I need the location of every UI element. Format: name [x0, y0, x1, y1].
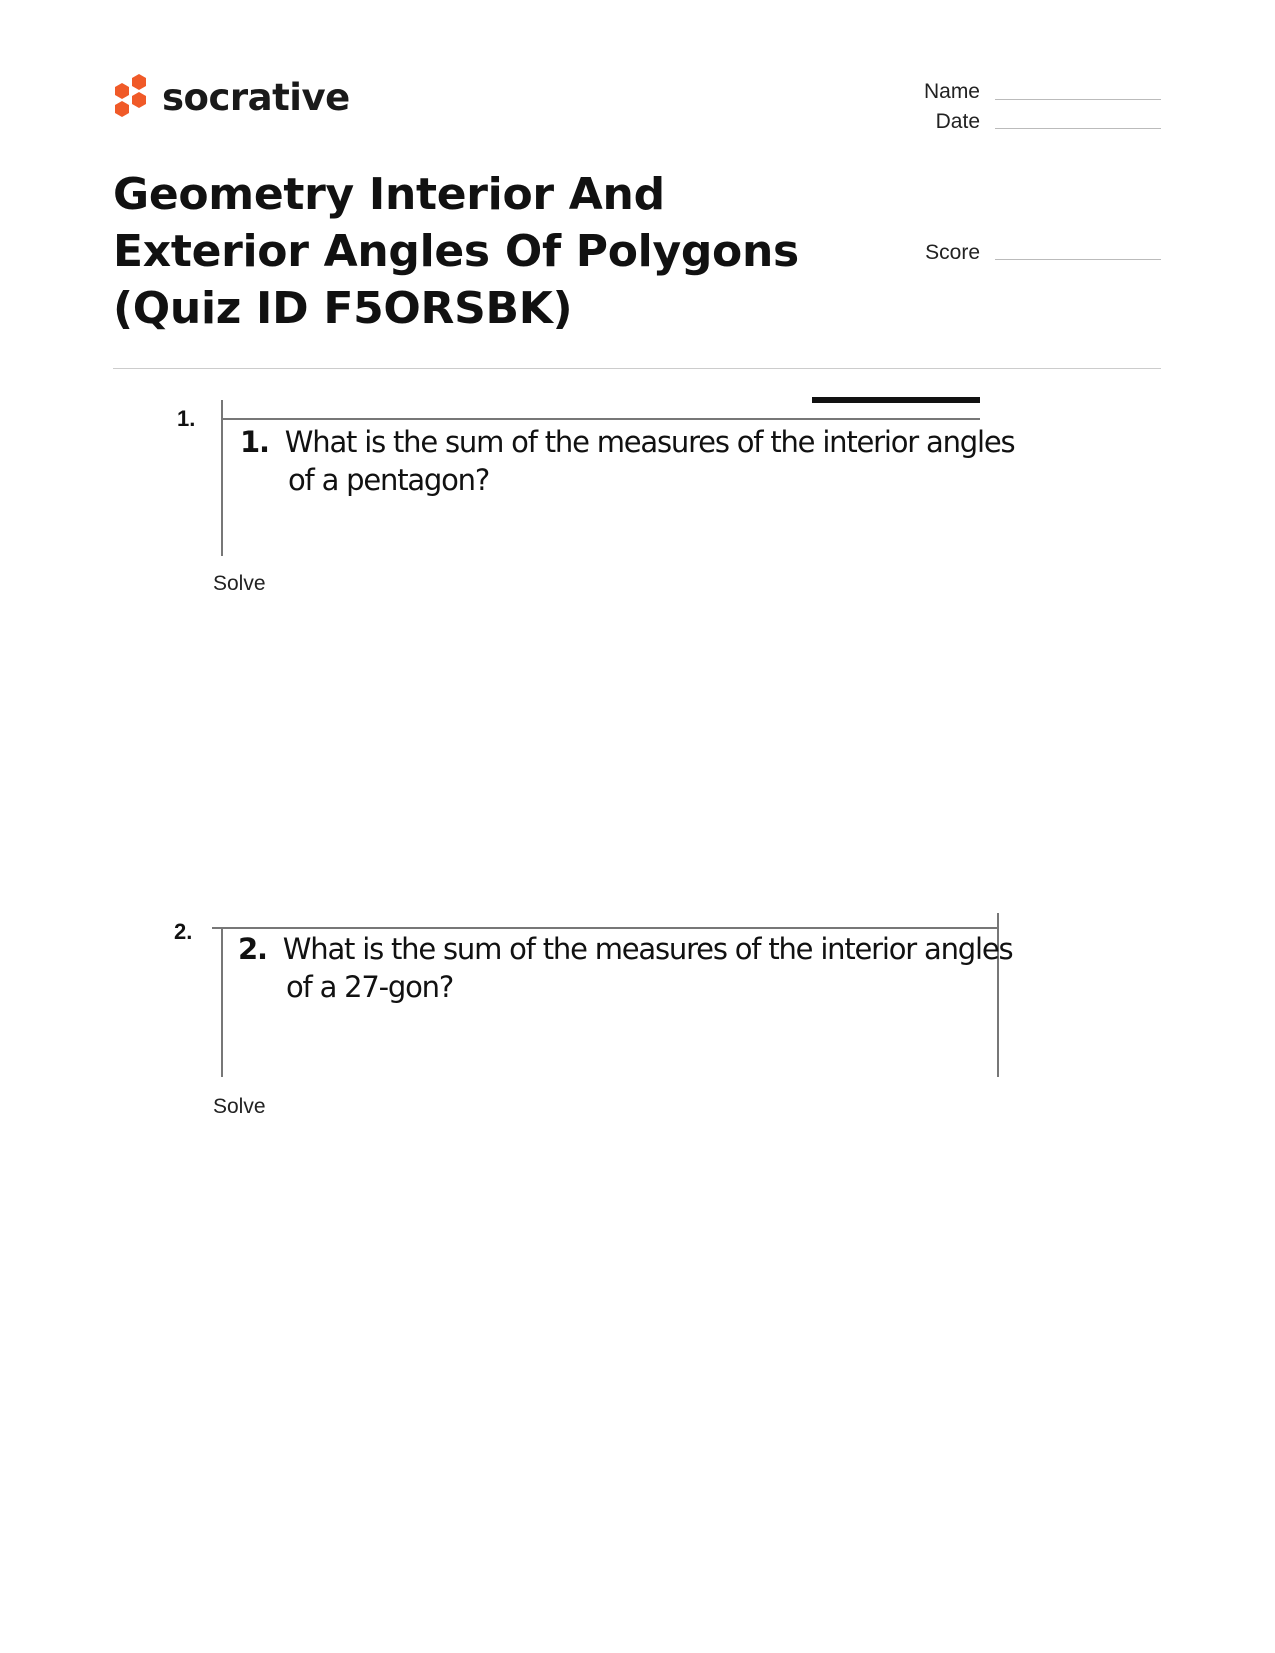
question-1-image-border: [221, 400, 223, 556]
question-1-number: 1.: [177, 406, 196, 431]
question-1-inner-number: 1.: [240, 425, 269, 459]
question-1-text: [240, 423, 1028, 499]
question-2-answer-area[interactable]: [213, 1125, 1161, 1425]
question-1-cropped-heading: [812, 397, 980, 403]
date-label: Date: [935, 110, 980, 133]
score-field[interactable]: [995, 259, 1161, 260]
question-2-image-border-left: [221, 927, 223, 1077]
socrative-logo: [112, 72, 350, 122]
header-divider: [113, 368, 1161, 369]
question-2-text: [238, 930, 1026, 1006]
question-1-prompt: What is the sum of the measures of the interior angles of a pentagon?: [284, 425, 1015, 497]
name-label: Name: [923, 80, 980, 103]
question-2-solve-label: Solve: [213, 1095, 266, 1118]
brand-name: socrative: [162, 75, 350, 119]
question-1-answer-area[interactable]: [213, 600, 1161, 880]
hexagon-cluster-icon: [112, 72, 150, 122]
name-field[interactable]: [995, 99, 1161, 100]
question-2-inner-number: 2.: [238, 932, 267, 966]
question-2-prompt: What is the sum of the measures of the interior angles of a 27-gon?: [282, 932, 1013, 1004]
question-2-image-rule: [212, 927, 998, 929]
question-1-solve-label: Solve: [213, 572, 266, 595]
date-field[interactable]: [995, 128, 1161, 129]
question-2-number: 2.: [174, 919, 193, 944]
score-label: Score: [925, 241, 980, 264]
page-title: Geometry Interior And Exterior Angles Of Polygons (Quiz ID F5ORSBK): [113, 169, 799, 334]
question-1-image-rule: [221, 418, 980, 420]
